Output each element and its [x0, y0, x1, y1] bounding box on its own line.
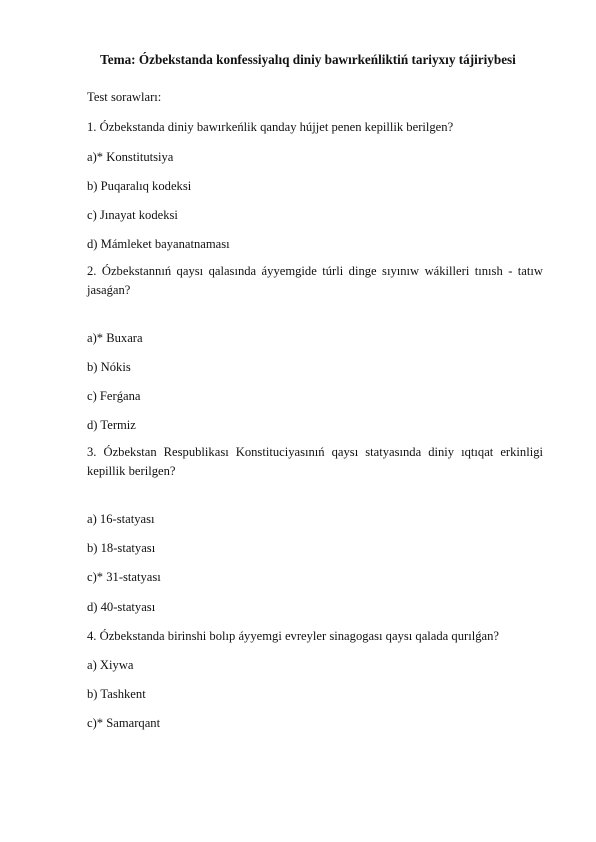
- question-1-option-c: c) Jınayat kodeksi: [87, 208, 178, 222]
- section-label: Test sorawları:: [87, 90, 162, 104]
- question-2-option-a: a)* Buxara: [87, 331, 143, 345]
- question-3-option-d: d) 40-statyası: [87, 600, 156, 614]
- question-1-option-d: d) Mámleket bayanatnaması: [87, 237, 230, 251]
- question-1-option-b: b) Puqaralıq kodeksi: [87, 179, 192, 193]
- question-2-option-d: d) Termiz: [87, 418, 136, 432]
- question-3-option-a: a) 16-statyası: [87, 512, 155, 526]
- question-2-option-b: b) Nókis: [87, 360, 131, 374]
- question-4-option-a: a) Xiywa: [87, 658, 134, 672]
- question-4-option-c: c)* Samarqant: [87, 716, 161, 730]
- question-1: 1. Ózbekstanda diniy bawırkeńlik qanday hújjet penen kepillik berilgen?: [87, 120, 454, 134]
- question-4: 4. Ózbekstanda birinshi bolıp áyyemgi evreyler sinagogası qaysı qalada qurılǵan?: [87, 629, 499, 643]
- question-3: 3. Ózbekstan Respublikası Konstituciyasınıń qaysı statyasında diniy ıqtıqat erkinligi kepillik berilgen?: [87, 445, 543, 478]
- question-2-option-c: c) Ferǵana: [87, 389, 141, 403]
- question-3-option-b: b) 18-statyası: [87, 541, 156, 555]
- question-3-option-c: c)* 31-statyası: [87, 570, 161, 584]
- question-1-option-a: a)* Konstitutsiya: [87, 150, 174, 164]
- question-2: 2. Ózbekstannıń qaysı qalasında áyyemgide túrli dinge sıyınıw wákilleri tınısh - tatıw jasaǵan?: [87, 264, 543, 297]
- question-4-option-b: b) Tashkent: [87, 687, 146, 701]
- document-title: Tema: Ózbekstanda konfessiyalıq diniy bawırkeńliktiń tariyxıy tájiriybesi: [100, 52, 516, 67]
